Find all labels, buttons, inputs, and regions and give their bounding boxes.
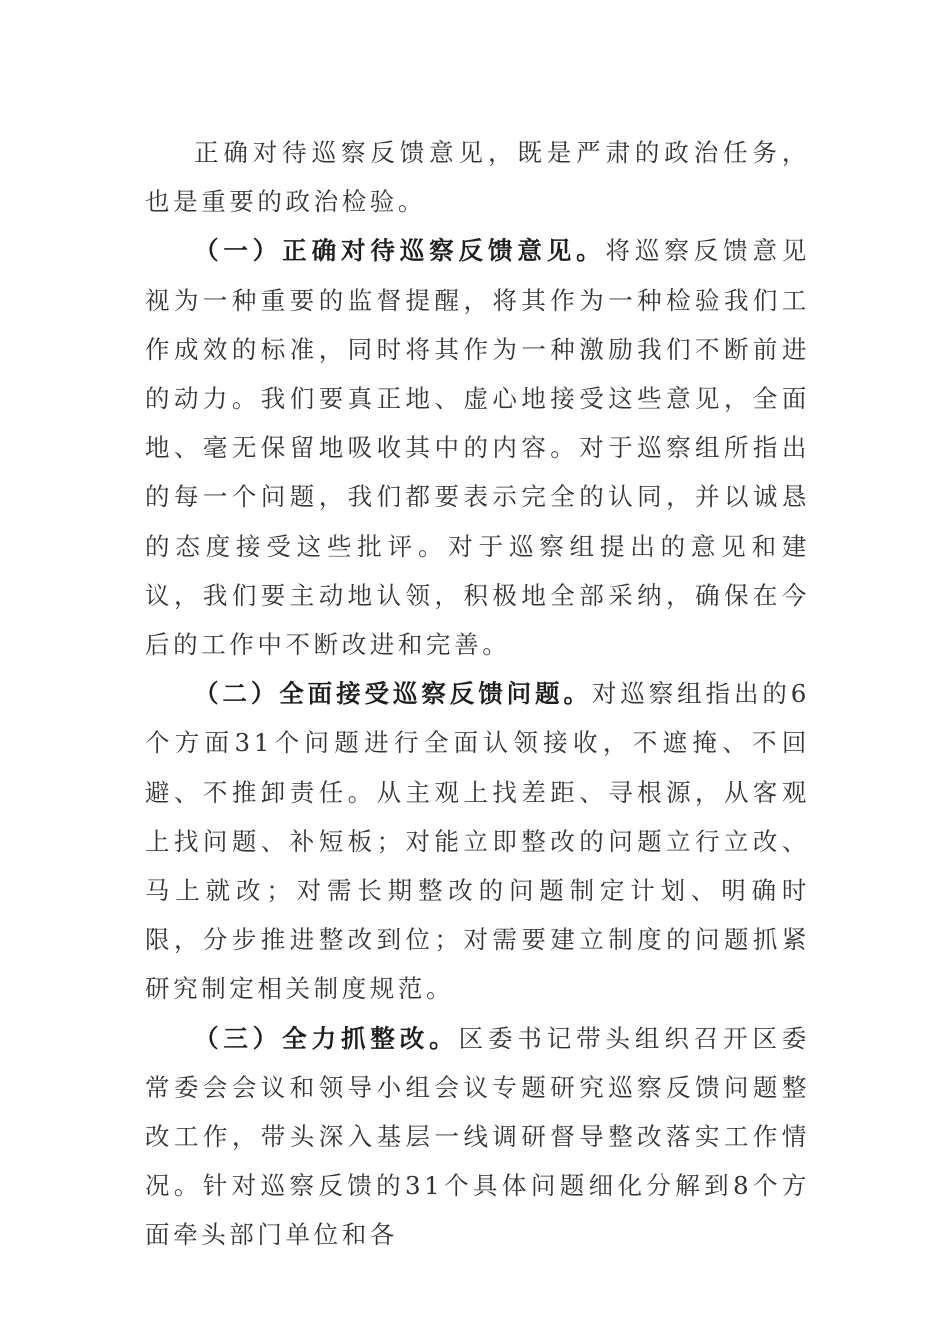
section-1-heading: （一）正确对待巡察反馈意见。 [194, 236, 606, 266]
section-1-paragraph [145, 226, 810, 669]
section-3-text: 区委书记带头组织召开区委常委会会议和领导小组会议专题研究巡察反馈问题整改工作，带头深入基层一线调研督导整改落实工作情况。针对巡察反馈的31个具体问题细化分解到8个方面牵头部门单位和各 [145, 1023, 811, 1250]
section-3-paragraph [145, 1014, 810, 1260]
section-2-paragraph [145, 669, 810, 1013]
document-body [145, 128, 810, 1260]
section-2-heading: （二）全面接受巡察反馈问题。 [194, 679, 592, 709]
intro-paragraph [145, 128, 810, 226]
section-2-text: 对巡察组指出的6个方面31个问题进行全面认领接收，不遮掩、不回避、不推卸责任。从主观上找差距、寻根源，从客观上找问题、补短板；对能立即整改的问题立行立改、马上就改；对需长期整改的问题制定计划、明确时限，分步推进整改到位；对需要建立制度的问题抓紧研究制定相关制度规范。 [145, 679, 810, 1004]
section-1-text: 将巡察反馈意见视为一种重要的监督提醒，将其作为一种检验我们工作成效的标准，同时将其作为一种激励我们不断前进的动力。我们要真正地、虚心地接受这些意见，全面地、毫无保留地吸收其中的内容。对于巡察组所指出的每一个问题，我们都要表示完全的认同，并以诚恳的态度接受这些批评。对于巡察组提出的意见和建议，我们要主动地认领，积极地全部采纳，确保在今后的工作中不断改进和完善。 [145, 236, 810, 660]
section-3-heading: （三）全力抓整改。 [194, 1023, 459, 1053]
paragraph-text: 正确对待巡察反馈意见，既是严肃的政治任务，也是重要的政治检验。 [145, 138, 810, 217]
